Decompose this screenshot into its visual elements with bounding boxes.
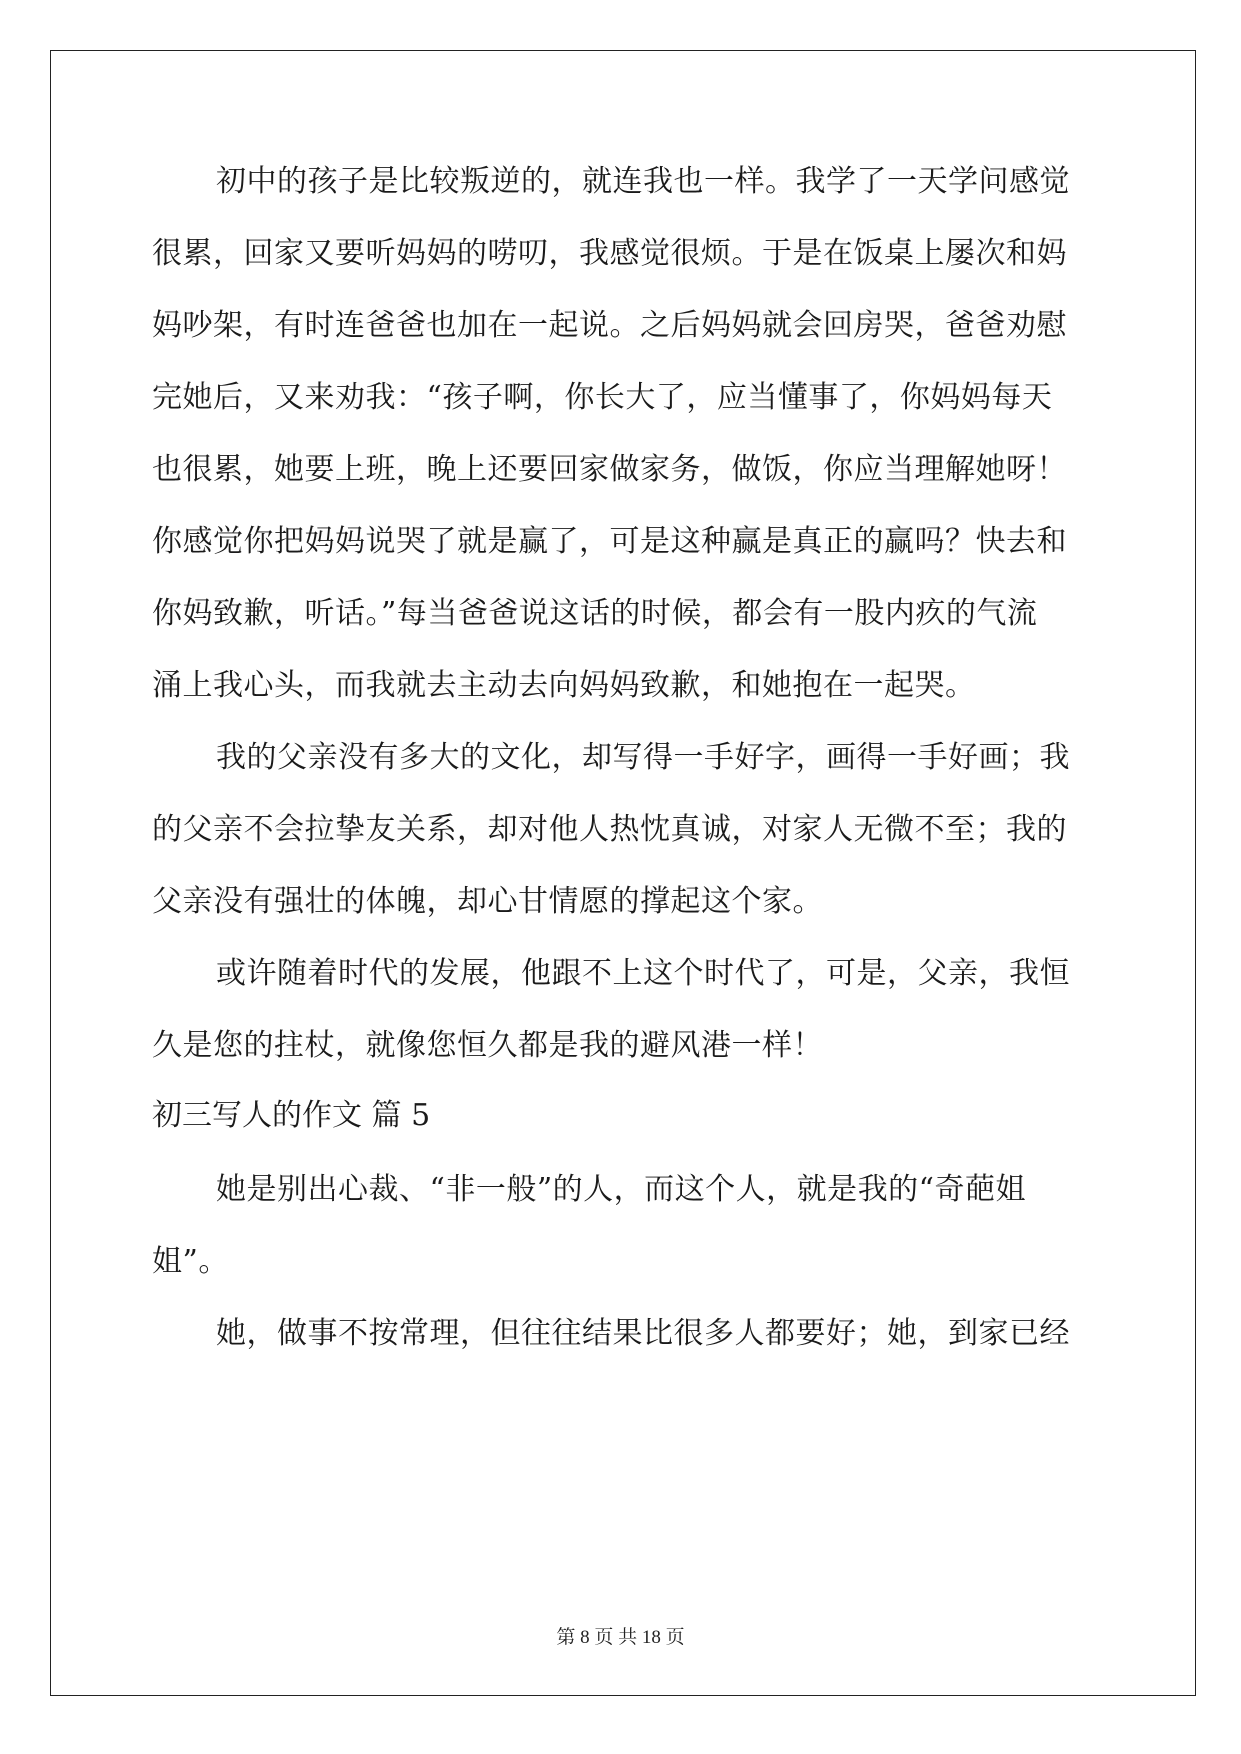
paragraph-1-line-7: 你妈致歉，听话。”每当爸爸说这话的时候，都会有一股内疚的气流 — [152, 596, 1038, 631]
paragraph-1-line-4: 完她后，又来劝我：“孩子啊，你长大了，应当懂事了，你妈妈每天 — [152, 380, 1053, 415]
paragraph-3-line-2: 久是您的拄杖，就像您恒久都是我的避风港一样！ — [152, 1028, 823, 1063]
paragraph-3-line-1: 或许随着时代的发展，他跟不上这个时代了，可是，父亲，我恒 — [216, 956, 1070, 991]
paragraph-1-line-8: 涌上我心头，而我就去主动去向妈妈致歉，和她抱在一起哭。 — [152, 668, 976, 703]
page-number-footer: 第 8 页 共 18 页 — [556, 1627, 685, 1648]
paragraph-4-line-2: 姐”。 — [152, 1244, 229, 1279]
paragraph-1-line-2: 很累，回家又要听妈妈的唠叨，我感觉很烦。于是在饭桌上屡次和妈 — [152, 236, 1067, 271]
paragraph-5-line-1: 她，做事不按常理，但往往结果比很多人都要好；她，到家已经 — [216, 1316, 1070, 1351]
paragraph-1-line-5: 也很累，她要上班，晚上还要回家做家务，做饭，你应当理解她呀！ — [152, 452, 1067, 487]
paragraph-1-line-1: 初中的孩子是比较叛逆的，就连我也一样。我学了一天学问感觉 — [216, 164, 1070, 199]
paragraph-2-line-1: 我的父亲没有多大的文化，却写得一手好字，画得一手好画；我 — [216, 740, 1070, 775]
paragraph-1-line-3: 妈吵架，有时连爸爸也加在一起说。之后妈妈就会回房哭，爸爸劝慰 — [152, 308, 1067, 343]
paragraph-2-line-3: 父亲没有强壮的体魄，却心甘情愿的撑起这个家。 — [152, 884, 823, 919]
section-heading: 初三写人的作文 篇 5 — [152, 1098, 431, 1133]
paragraph-2-line-2: 的父亲不会拉挚友关系，却对他人热忱真诚，对家人无微不至；我的 — [152, 812, 1067, 847]
paragraph-4-line-1: 她是别出心裁、“非一般”的人，而这个人，就是我的“奇葩姐 — [216, 1172, 1027, 1207]
paragraph-1-line-6: 你感觉你把妈妈说哭了就是赢了，可是这种赢是真正的赢吗？快去和 — [152, 524, 1067, 559]
page-border — [50, 50, 1196, 1696]
